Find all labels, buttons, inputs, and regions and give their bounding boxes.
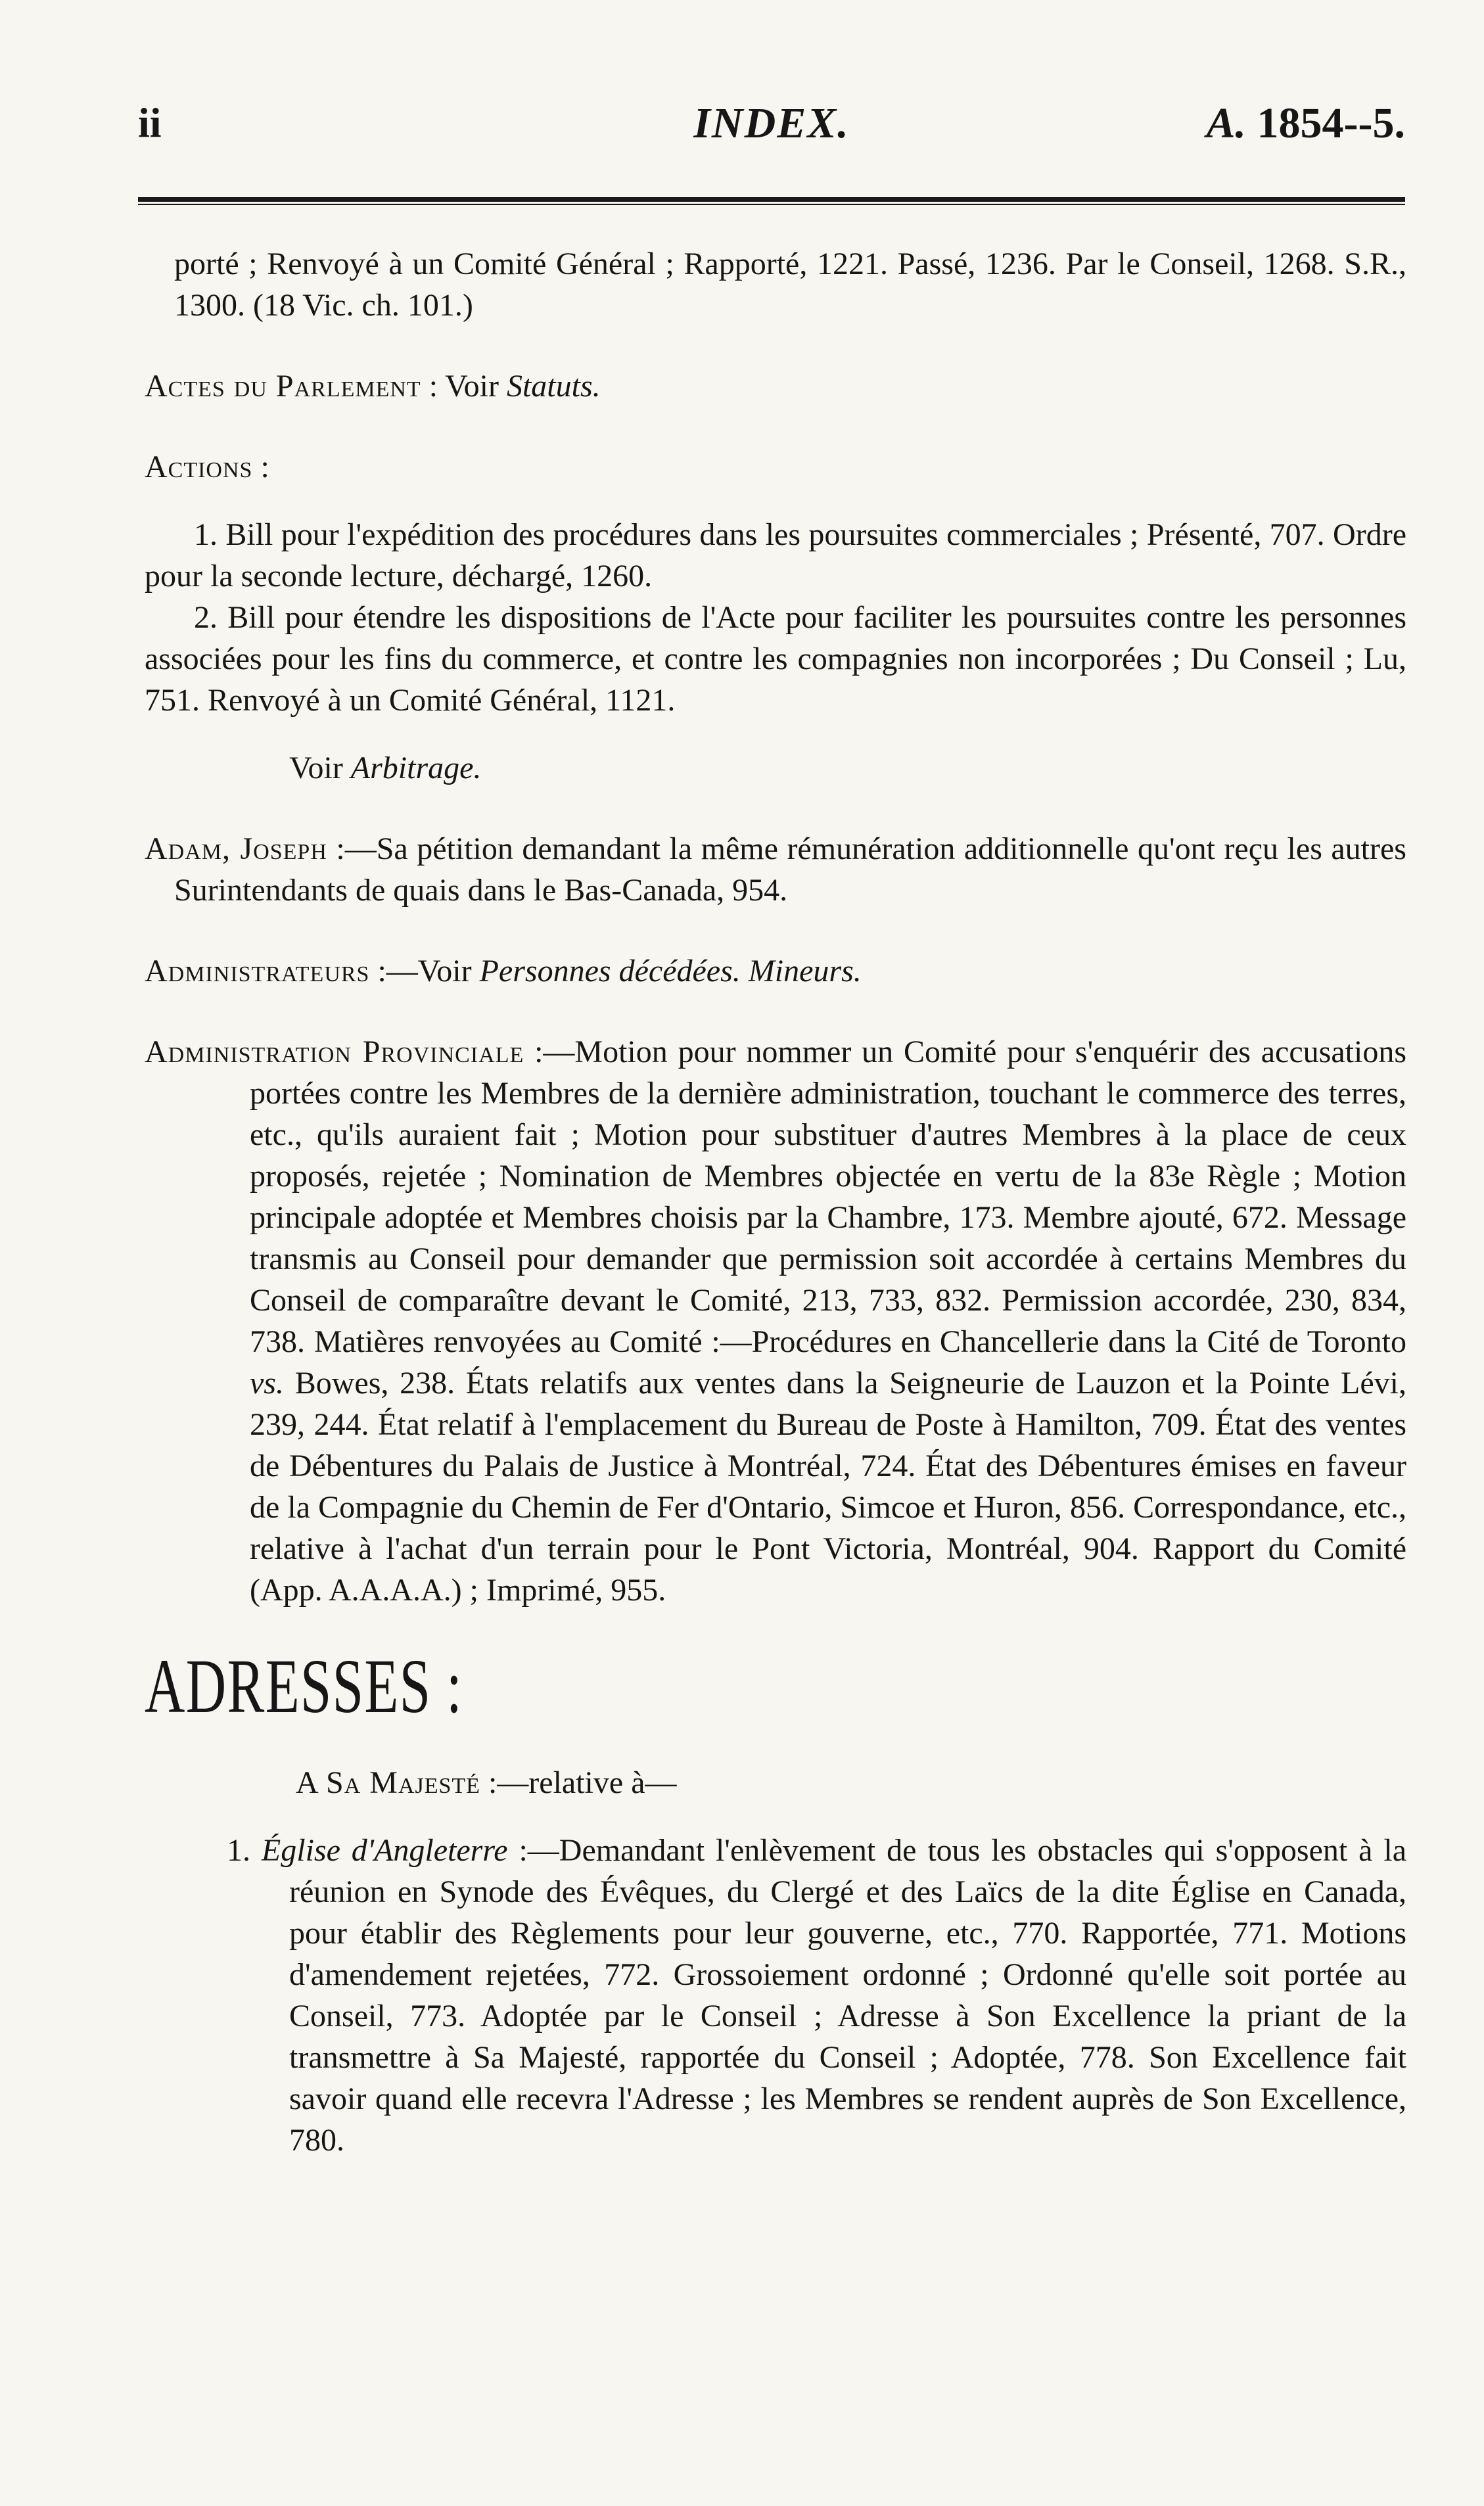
entry-administration-provinciale: Administration Provinciale :—Motion pour nommer un Comité pour s'enquérir des accusations portées contre les Membres de la dernière administration, touchant le commerce des terres, etc., qu'ils auraient fait ; Motion pour substituer d'autres Membres à la place de ceux proposés, rejetée ; Nomination de Membres objectée en vertu de la 83e Règle ; Motion principale adoptée et Membres choisis par la Chambre, 173. Membre ajouté, 672. Message transmis au Conseil pour demander que permission soit accordée à certains Membres du Conseil de comparaître devant le Comité, 213, 733, 832. Permission accordée, 230, 834, 738. Matières renvoyées au Comité :—Procédures en Chancellerie dans la Cité de Toronto vs. Bowes, 238. États relatifs aux ventes dans la Seigneurie de Lauzon et la Pointe Lévi, 239, 244. État relatif à l'emplacement du Bureau de Poste à Hamilton, 709. État des ventes de Débentures du Palais de Justice à Montréal, 724. État des Débentures émises en faveur de la Compagnie du Chemin de Fer d'Ontario, Simcoe et Huron, 856. Correspondance, etc., relative à l'achat d'un terrain pour le Pont Victoria, Montréal, 904. Rapport du Comité (App. A.A.A.A.) ; Imprimé, 955.	[145, 1034, 1406, 1608]
entry-head: Administrateurs	[145, 954, 370, 988]
year-letter: A.	[1206, 99, 1247, 147]
continuation-text: porté ; Renvoyé à un Comité Général ; Rapporté, 1221. Passé, 1236. Par le Conseil, 1268. S.R., 1300. (18 Vic. ch. 101.)	[174, 246, 1406, 323]
page-number: ii	[138, 99, 162, 146]
entry-adam-joseph: Adam, Joseph :—Sa pétition demandant la même rémunération additionnelle qu'ont reçu les autres Surintendants de quais dans le Bas-Canada, 954.	[145, 831, 1406, 908]
entry-actes-du-parlement: Actes du Parlement : Voir Statuts.	[145, 369, 601, 404]
actions-item-1: 1. Bill pour l'expédition des procédures dans les poursuites commerciales ; Présenté, 707. Ordre pour la seconde lecture, déchargé, 1260.	[145, 517, 1406, 593]
actions-item-2: 2. Bill pour étendre les dispositions de l'Acte pour faciliter les poursuites contre les personnes associées pour les fins du commerce, et contre les compagnies non incorporées ; Du Conseil ; Lu, 751. Renvoyé à un Comité Général, 1121.	[145, 600, 1406, 718]
entry-head: Actions	[145, 450, 253, 484]
actions-cross-reference: Voir Arbitrage.	[289, 751, 482, 785]
entry-head: Actes du Parlement	[145, 369, 421, 404]
header-rule	[138, 197, 1405, 206]
cross-reference: Arbitrage.	[350, 751, 482, 785]
address-item-1: 1. Église d'Angleterre :—Demandant l'enlèvement de tous les obstacles qui s'opposent à la réunion en Synode des Évêques, du Clergé et des Laïcs de la dite Église en Canada, pour établir des Règlements pour leur gouverne, etc., 770. Rapportée, 771. Motions d'amendement rejetées, 772. Grossoiement ordonné ; Ordonné qu'elle soit portée au Conseil, 773. Adoptée par le Conseil ; Adresse à Son Excellence la priant de la transmettre à Sa Majesté, rapportée du Conseil ; Adoptée, 778. Son Excellence fait savoir quand elle recevra l'Adresse ; les Membres se rendent auprès de Son Excellence, 780.	[227, 1833, 1407, 2158]
session-year	[1207, 99, 1406, 149]
header-rule-thick	[138, 197, 1405, 202]
page-title: INDEX.	[693, 99, 850, 147]
subheading: A Sa Majesté :—relative à—	[296, 1765, 677, 1800]
header-rule-thin	[138, 204, 1405, 205]
year-value: 1854--5.	[1257, 99, 1405, 147]
entry-head: Adam, Joseph	[145, 831, 327, 866]
entry-title: Église d'Angleterre	[261, 1833, 508, 1868]
cross-reference: Statuts.	[506, 369, 601, 404]
entry-actions: Actions :	[145, 450, 269, 484]
section-heading: ADRESSES :	[145, 1643, 463, 1729]
running-head	[138, 99, 1405, 158]
index-body	[145, 243, 1406, 2161]
entry-administrateurs: Administrateurs :—Voir Personnes décédées. Mineurs.	[145, 954, 862, 988]
entry-head: Administration Provinciale	[145, 1034, 524, 1069]
cross-reference: Personnes décédées. Mineurs.	[479, 954, 862, 988]
